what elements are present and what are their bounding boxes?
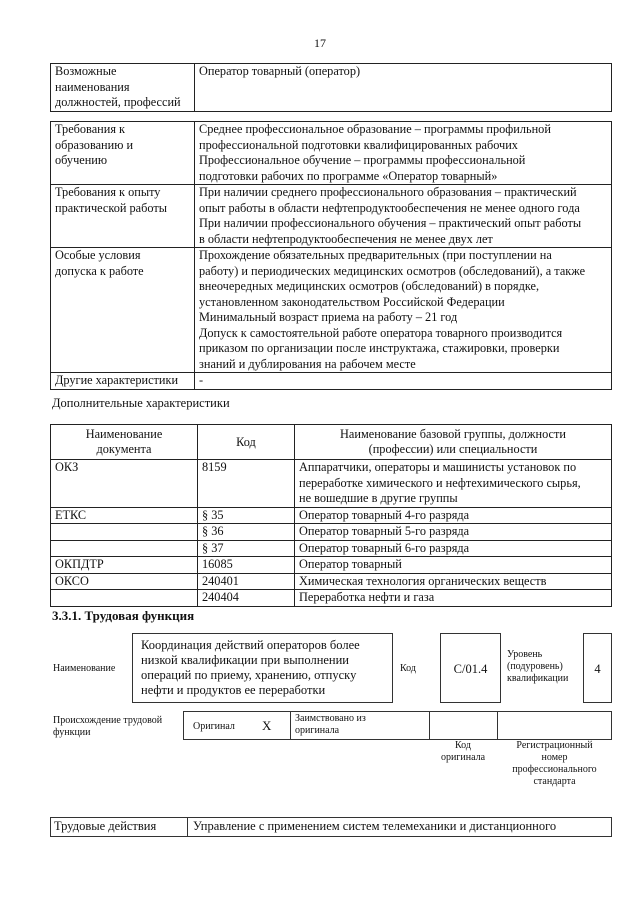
caption-line: профессионального xyxy=(512,764,597,775)
value-line: Допуск к самостоятельной работе оператора товарного производится xyxy=(199,325,563,340)
labor-actions-value: Управление с применением систем телемеханики и дистанционного xyxy=(193,819,557,833)
table-row xyxy=(51,460,612,508)
table-row xyxy=(51,540,612,557)
table-row xyxy=(51,185,612,248)
other-characteristics-label xyxy=(51,373,195,390)
origin-label-line: Происхождение трудовой xyxy=(53,715,163,726)
code-cell: § 37 xyxy=(198,540,295,557)
value-line: профессиональной подготовки квалифицированных рабочих xyxy=(199,137,518,152)
value-line: Минимальный возраст приема на работу – 21 год xyxy=(199,310,458,324)
value-line: Профессиональное обучение – программы профессиональной xyxy=(199,153,526,167)
value-line: внеочередных медицинских осмотров (обследований) в порядке, xyxy=(199,279,540,293)
function-name-line: операций по приему, хранению, отпуску xyxy=(141,668,357,682)
origin-divider xyxy=(497,711,498,740)
label-line: Требования к xyxy=(55,122,126,136)
job-titles-label xyxy=(51,64,195,112)
function-name-line: нефти и продуктов ее переработки xyxy=(141,683,326,697)
value-line: Среднее профессиональное образование – программы профильной xyxy=(199,122,551,136)
origin-label xyxy=(53,715,162,739)
possible-job-titles-table xyxy=(50,63,612,112)
labor-actions-label: Трудовые действия xyxy=(54,819,157,833)
labor-actions-divider xyxy=(187,817,188,837)
function-name-label: Наименование xyxy=(53,663,116,674)
header-line: Наименование xyxy=(85,427,163,441)
header-line: Наименование базовой группы, должности xyxy=(340,427,566,441)
label-line: образованию и xyxy=(55,137,134,152)
label-line: наименования xyxy=(55,79,130,94)
function-name-line: Координация действий операторов более xyxy=(141,638,360,652)
label-line: практической работы xyxy=(55,200,167,215)
qualification-level-label xyxy=(507,649,568,685)
caption-line: стандарта xyxy=(533,776,576,787)
level-label-line: квалификации xyxy=(507,673,569,684)
name-cell: Оператор товарный xyxy=(295,557,612,574)
label-line: допуска к работе xyxy=(55,263,144,278)
code-cell: 8159 xyxy=(198,460,295,508)
name-line: Аппаратчики, операторы и машинисты установок по xyxy=(299,460,577,474)
caption-line: Регистрационный xyxy=(516,740,593,751)
name-cell: Оператор товарный 4-го разряда xyxy=(295,507,612,524)
name-cell: Переработка нефти и газа xyxy=(295,590,612,607)
table-row xyxy=(51,373,612,390)
name-cell: Оператор товарный 5-го разряда xyxy=(295,524,612,541)
header-line: (профессии) или специальности xyxy=(368,442,538,456)
level-label-line: (подуровень) xyxy=(507,661,563,672)
original-code-caption xyxy=(429,740,497,764)
doc-cell: ОКЗ xyxy=(51,460,198,508)
code-cell: 240401 xyxy=(198,573,295,590)
caption-line: оригинала xyxy=(440,752,486,763)
section-title: 3.3.1. Трудовая функция xyxy=(52,608,195,623)
code-cell: § 36 xyxy=(198,524,295,541)
table-row xyxy=(51,557,612,574)
label-line: Требования к опыту xyxy=(55,185,161,199)
function-code-value: C/01.4 xyxy=(440,633,501,703)
name-cell: Оператор товарный 6-го разряда xyxy=(295,540,612,557)
requirements-education-label xyxy=(51,122,195,185)
original-label: Оригинал xyxy=(193,721,235,732)
special-conditions-label xyxy=(51,248,195,373)
requirements-experience-value xyxy=(195,185,612,248)
borrowed-label xyxy=(295,713,366,737)
table-row xyxy=(51,590,612,607)
table-header-row xyxy=(51,425,612,460)
borrowed-line: Заимствовано из xyxy=(295,713,366,724)
label-line: Другие характеристики xyxy=(55,373,179,387)
requirements-experience-label xyxy=(51,185,195,248)
code-cell: § 35 xyxy=(198,507,295,524)
origin-divider xyxy=(290,711,291,740)
value-line: знаний и дублирования на рабочем месте xyxy=(199,356,416,371)
name-cell xyxy=(295,460,612,508)
code-cell: 240404 xyxy=(198,590,295,607)
other-characteristics-value xyxy=(195,373,612,390)
doc-cell xyxy=(51,524,198,541)
origin-row xyxy=(183,711,612,740)
label-line: обучению xyxy=(55,153,108,167)
label-line: Возможные xyxy=(55,64,117,78)
caption-line: Код xyxy=(455,740,471,751)
special-conditions-value xyxy=(195,248,612,373)
requirements-table xyxy=(50,121,612,390)
doc-cell: ОКПДТР xyxy=(51,557,198,574)
borrowed-line: оригинала xyxy=(295,725,340,736)
table-row xyxy=(51,507,612,524)
name-cell: Химическая технология органических веществ xyxy=(295,573,612,590)
table-row xyxy=(51,122,612,185)
value-line: приказом по организации после инструктажа, стажировки, проверки xyxy=(199,341,560,355)
label-line: Особые условия xyxy=(55,248,141,262)
table-row xyxy=(51,573,612,590)
value-line: подготовки рабочих по программе «Оператор товарный» xyxy=(199,168,498,183)
label-line: должностей, профессий xyxy=(55,95,181,109)
code-header: Код xyxy=(198,425,295,460)
doc-cell xyxy=(51,590,198,607)
level-label-line: Уровень xyxy=(507,649,543,660)
name-line: переработке химического и нефтехимического сырья, xyxy=(299,475,581,490)
value-line: Прохождение обязательных предварительных (при поступлении на xyxy=(199,248,552,262)
doc-cell: ЕТКС xyxy=(51,507,198,524)
value-line: При наличии среднего профессионального образования – практический xyxy=(199,185,577,199)
value-line: установленном законодательством Российской Федерации xyxy=(199,294,505,309)
value-line: - xyxy=(199,373,204,387)
doc-name-header xyxy=(51,425,198,460)
value-line: работу) и периодических медицинских осмотров (обследований), а также xyxy=(199,263,586,278)
original-mark: X xyxy=(262,718,272,733)
qualification-level-value: 4 xyxy=(583,633,612,703)
origin-label-line: функции xyxy=(53,727,91,738)
doc-cell xyxy=(51,540,198,557)
group-name-header xyxy=(295,425,612,460)
caption-line: номер xyxy=(541,752,568,763)
value-line: опыт работы в области нефтепродуктообеспечения не менее одного года xyxy=(199,200,580,215)
requirements-education-value xyxy=(195,122,612,185)
name-line: не вошедшие в другие группы xyxy=(299,491,458,505)
doc-cell: ОКСО xyxy=(51,573,198,590)
table-row xyxy=(51,524,612,541)
code-cell: 16085 xyxy=(198,557,295,574)
origin-divider xyxy=(429,711,430,740)
value-line: в области нефтепродуктообеспечения не менее двух лет xyxy=(199,231,493,246)
function-name-line: низкой квалификации при выполнении xyxy=(141,653,350,667)
job-titles-value: Оператор товарный (оператор) xyxy=(195,64,612,112)
additional-characteristics-heading: Дополнительные характеристики xyxy=(52,396,230,410)
page-number: 17 xyxy=(314,36,326,50)
table-row xyxy=(51,248,612,373)
header-line: документа xyxy=(96,442,152,456)
additional-characteristics-table xyxy=(50,424,612,607)
reg-number-caption xyxy=(497,740,612,788)
function-name-box xyxy=(132,633,393,703)
function-code-label: Код xyxy=(400,663,416,674)
value-line: При наличии профессионального обучения – практический опыт работы xyxy=(199,216,582,230)
